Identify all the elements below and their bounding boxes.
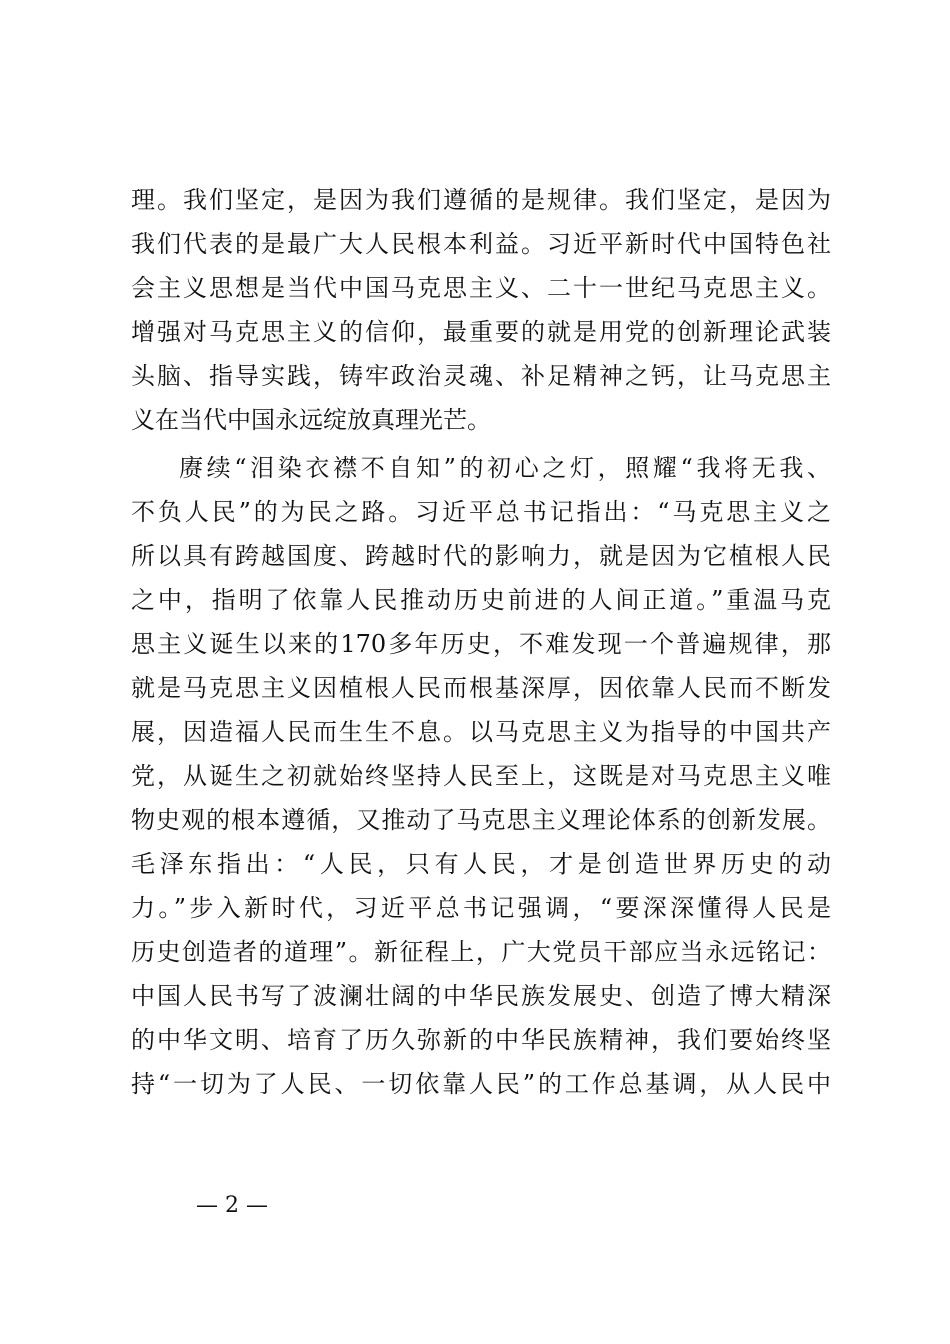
text-line: 所以具有跨越国度、跨越时代的影响力，就是因为它植根人民 — [131, 542, 831, 570]
text-line: 历史创造者的道理”。新征程上，广大党员干部应当永远铭记： — [131, 938, 831, 966]
text-line: 增强对马克思主义的信仰，最重要的就是用党的创新理论武装 — [131, 318, 831, 346]
page-number: — 2 — — [196, 1193, 268, 1218]
text-line: 头脑、指导实践，铸牢政治灵魂、补足精神之钙，让马克思主 — [131, 362, 831, 390]
text-line: 义在当代中国永远绽放真理光芒。 — [131, 406, 491, 434]
text-line: 展，因造福人民而生生不息。以马克思主义为指导的中国共产 — [131, 718, 831, 746]
text-line: 持“一切为了人民、一切依靠人民”的工作总基调，从人民中 — [131, 1070, 831, 1098]
text-line: 物史观的根本遵循，又推动了马克思主义理论体系的创新发展。 — [131, 806, 831, 834]
text-line: 力。”步入新时代，习近平总书记强调，“要深深懂得人民是 — [131, 894, 831, 922]
text-line: 中国人民书写了波澜壮阔的中华民族发展史、创造了博大精深 — [131, 982, 831, 1010]
text-line: 毛泽东指出：“人民，只有人民，才是创造世界历史的动 — [131, 850, 831, 878]
text-line: 思主义诞生以来的170多年历史，不难发现一个普遍规律，那 — [131, 630, 831, 658]
text-line: 理。我们坚定，是因为我们遵循的是规律。我们坚定，是因为 — [131, 186, 831, 214]
text-line: 我们代表的是最广大人民根本利益。习近平新时代中国特色社 — [131, 230, 831, 258]
body-text — [131, 178, 831, 1106]
text-line: 不负人民”的为民之路。习近平总书记指出：“马克思主义之 — [131, 498, 831, 526]
text-line: 会主义思想是当代中国马克思主义、二十一世纪马克思主义。 — [131, 274, 831, 302]
text-line: 就是马克思主义因植根人民而根基深厚，因依靠人民而不断发 — [131, 674, 831, 702]
text-line: 党，从诞生之初就始终坚持人民至上，这既是对马克思主义唯 — [131, 762, 831, 790]
text-line: 赓续“泪染衣襟不自知”的初心之灯，照耀“我将无我、 — [179, 454, 831, 482]
text-line: 的中华文明、培育了历久弥新的中华民族精神，我们要始终坚 — [131, 1026, 831, 1054]
text-line: 之中，指明了依靠人民推动历史前进的人间正道。”重温马克 — [131, 586, 831, 614]
